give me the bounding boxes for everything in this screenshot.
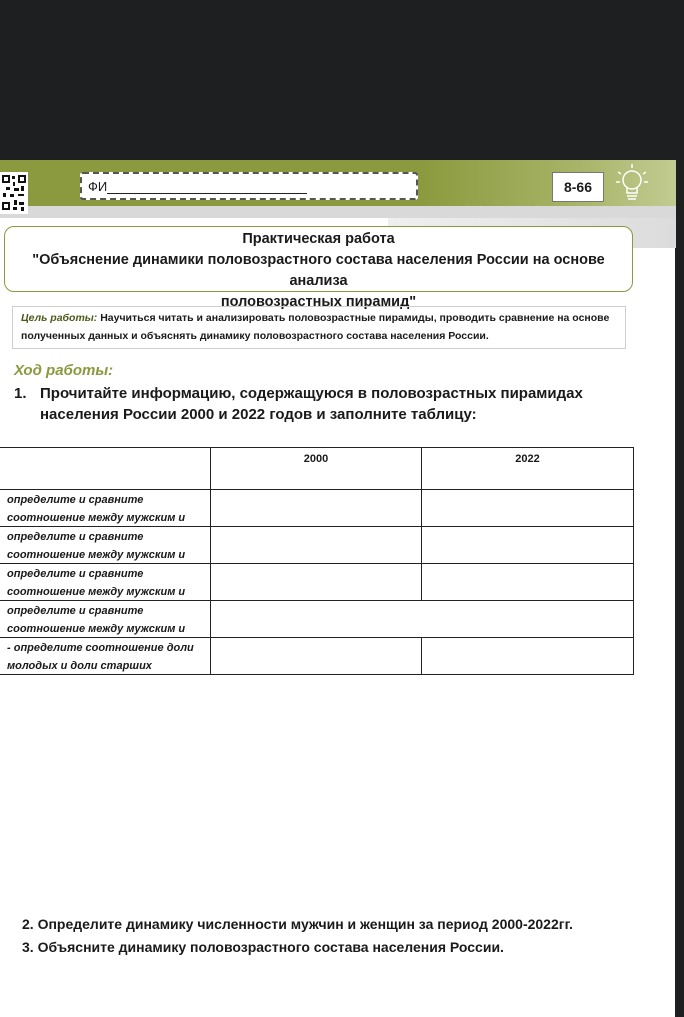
assignment-title [4, 226, 633, 310]
table-row-label: определите и сравните соотношение между мужским и [0, 564, 211, 601]
table-cell-2022[interactable] [422, 527, 634, 564]
task-1-text: Прочитайте информацию, содержащуюся в половозрастных пирамидах населения России 2000 и 2022 годов и заполните таблицу: [40, 385, 583, 423]
aim-section [12, 306, 626, 349]
progress-heading: Ход работы: [14, 362, 114, 379]
task-3: 3. Объясните динамику половозрастного состава населения России. [22, 939, 504, 955]
aim-text: Научиться читать и анализировать половозрастные пирамиды, проводить сравнение на основе полученных данных и объяснять динамику половозрастного состава населения России. [21, 312, 610, 342]
dark-background-right [675, 160, 684, 1017]
title-line-3: половозрастных пирамид" [220, 294, 417, 310]
name-field-line [107, 181, 307, 194]
table-row [0, 601, 634, 638]
table-row [0, 638, 634, 675]
lesson-code-badge: 8-66 [552, 172, 604, 202]
table-cell-2000[interactable] [211, 638, 422, 675]
table-row [0, 490, 634, 527]
header-divider [0, 206, 676, 218]
title-line-1: Практическая работа [242, 231, 395, 247]
task-1-number: 1. [14, 385, 27, 402]
task-2: 2. Определите динамику численности мужчин и женщин за период 2000-2022гг. [22, 916, 573, 932]
table-row-label: определите и сравните соотношение между мужским и [0, 527, 211, 564]
table-row [0, 564, 634, 601]
table-row-label: определите и сравните соотношение между мужским и [0, 490, 211, 527]
name-field[interactable] [80, 172, 418, 200]
table-cell-2000[interactable] [211, 564, 422, 601]
table-cell-2022[interactable] [422, 564, 634, 601]
lightbulb-icon [612, 160, 652, 210]
table-cell-2022[interactable] [422, 490, 634, 527]
table-row-label: - определите соотношение доли молодых и доли старших [0, 638, 211, 675]
table-cell-2022[interactable] [422, 638, 634, 675]
table-row-label: определите и сравните соотношение между мужским и [0, 601, 211, 638]
table-header-row [0, 448, 634, 490]
table-header-2000: 2000 [211, 448, 422, 490]
table-header-2022: 2022 [422, 448, 634, 490]
table-header-empty [0, 448, 211, 490]
qr-code-icon [0, 172, 28, 214]
title-line-2: "Объяснение динамики половозрастного состава населения России на основе анализа [32, 252, 605, 289]
dark-background-top [0, 0, 684, 160]
table-cell-2000[interactable] [211, 527, 422, 564]
aim-label: Цель работы: [21, 312, 98, 324]
table-cell-merged[interactable] [211, 601, 634, 638]
comparison-table [0, 447, 634, 675]
name-field-label: ФИ [88, 179, 108, 194]
table-cell-2000[interactable] [211, 490, 422, 527]
table-row [0, 527, 634, 564]
